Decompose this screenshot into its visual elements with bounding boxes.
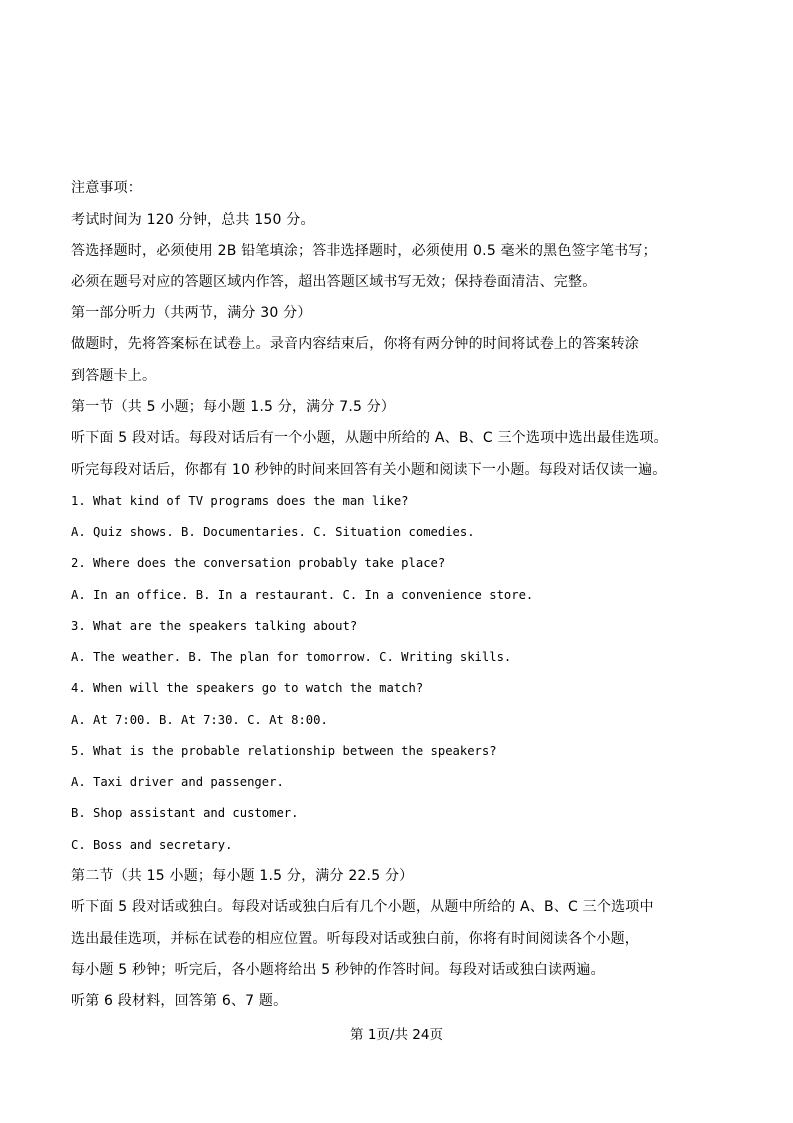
question-4-options: A. At 7:00. B. At 7:30. C. At 8:00. <box>71 713 328 727</box>
section-one-instruction-cont: 听完每段对话后，你都有 10 秒钟的时间来回答有关小题和阅读下一小题。每段对话仅读一遍。 <box>71 462 667 478</box>
part-one-instruction-cont: 到答题卡上。 <box>71 368 157 384</box>
part-one-instruction: 做题时，先将答案标在试卷上。录音内容结束后，你将有两分钟的时间将试卷上的答案转涂 <box>71 336 639 352</box>
notice-item-time: 考试时间为 120 分钟，总共 150 分。 <box>71 212 315 228</box>
question-3: 3. What are the speakers talking about? <box>71 619 358 633</box>
question-5-option-b: B. Shop assistant and customer. <box>71 806 299 820</box>
question-5-option-c: C. Boss and secretary. <box>71 838 233 852</box>
part-one-heading: 第一部分听力（共两节，满分 30 分） <box>71 305 312 321</box>
question-5: 5. What is the probable relationship between the speakers? <box>71 744 497 758</box>
question-5-option-a: A. Taxi driver and passenger. <box>71 775 284 789</box>
question-3-options: A. The weather. B. The plan for tomorrow. C. Writing skills. <box>71 650 512 664</box>
notice-item-area: 必须在题号对应的答题区域内作答，超出答题区域书写无效；保持卷面清洁、完整。 <box>71 274 597 290</box>
question-4: 4. When will the speakers go to watch the match? <box>71 681 424 695</box>
question-1-options: A. Quiz shows. B. Documentaries. C. Situation comedies. <box>71 525 475 539</box>
notice-heading: 注意事项： <box>71 180 142 196</box>
section-two-instruction-cont: 选出最佳选项，并标在试卷的相应位置。听每段对话或独白前，你将有时间阅读各个小题， <box>71 931 639 947</box>
section-two-heading: 第二节（共 15 小题；每小题 1.5 分，满分 22.5 分） <box>71 868 414 884</box>
notice-item-pencil: 答选择题时，必须使用 2B 铅笔填涂；答非选择题时，必须使用 0.5 毫米的黑色签字笔书写； <box>71 243 657 259</box>
section-two-instruction-end: 每小题 5 秒钟；听完后，各小题将给出 5 秒钟的作答时间。每段对话或独白读两遍。 <box>71 962 605 978</box>
question-1: 1. What kind of TV programs does the man like? <box>71 494 409 508</box>
section-one-heading: 第一节（共 5 小题；每小题 1.5 分，满分 7.5 分） <box>71 399 396 415</box>
section-two-instruction: 听下面 5 段对话或独白。每段对话或独白后有几个小题，从题中所给的 A、B、C 三个选项中 <box>71 899 654 915</box>
section-one-instruction: 听下面 5 段对话。每段对话后有一个小题，从题中所给的 A、B、C 三个选项中选出最佳选项。 <box>71 430 668 446</box>
question-2-options: A. In an office. B. In a restaurant. C. In a convenience store. <box>71 588 534 602</box>
question-2: 2. Where does the conversation probably take place? <box>71 556 446 570</box>
material-6-heading: 听第 6 段材料，回答第 6、7 题。 <box>71 993 288 1009</box>
page-number-footer: 第 1页/共 24页 <box>350 1027 443 1043</box>
